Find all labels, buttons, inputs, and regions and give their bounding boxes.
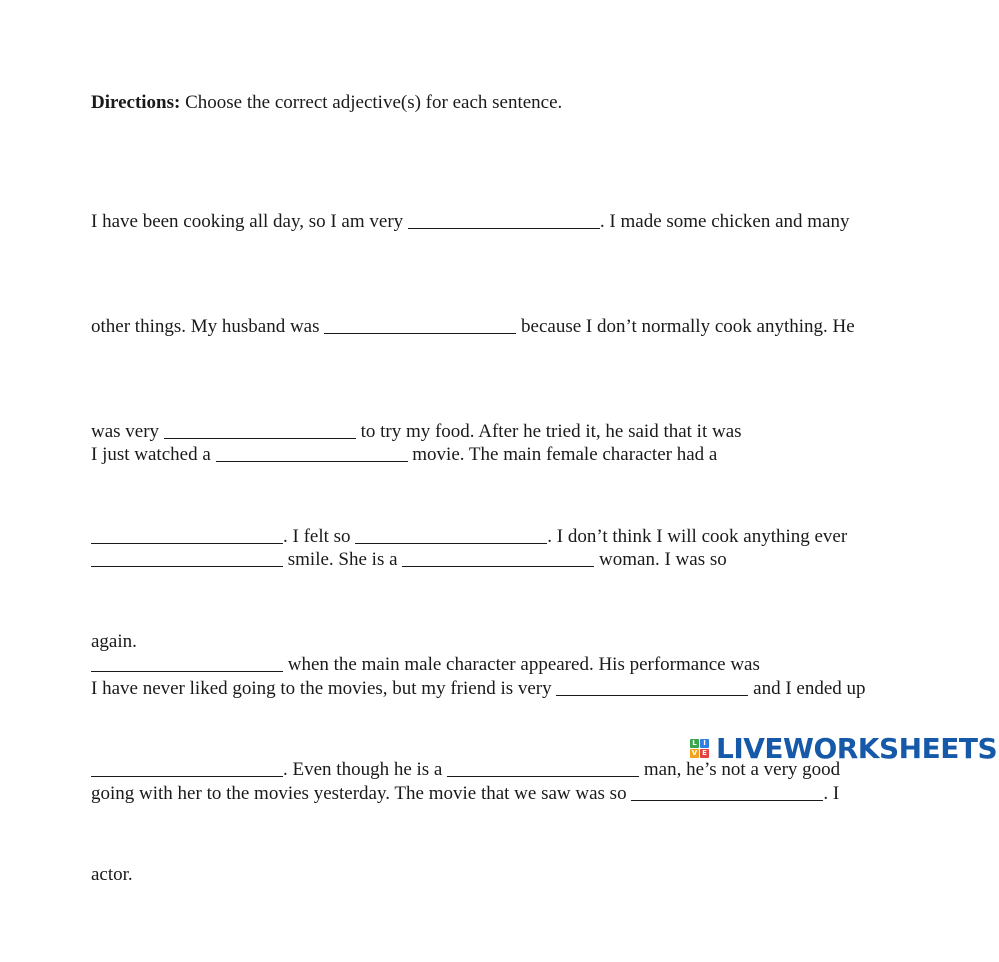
liveworksheets-logo-icon bbox=[690, 737, 712, 761]
text-segment: . I felt so bbox=[283, 526, 356, 547]
blank-answer-input[interactable] bbox=[402, 547, 594, 567]
logo-square-e: E bbox=[700, 749, 709, 758]
blank-answer-input[interactable] bbox=[631, 781, 823, 801]
blank-answer-input[interactable] bbox=[216, 442, 408, 462]
text-segment: I have never liked going to the movies, but my friend is very bbox=[91, 678, 557, 699]
directions-text: Choose the correct adjective(s) for each sentence. bbox=[180, 92, 563, 113]
text-segment: . I don’t think I will cook anything ever bbox=[547, 526, 848, 547]
text-segment: I have been cooking all day, so I am very bbox=[91, 211, 408, 232]
text-segment: other things. My husband was bbox=[91, 316, 325, 337]
blank-answer-input[interactable] bbox=[324, 314, 516, 334]
text-segment: woman. I was so bbox=[594, 549, 727, 570]
text-segment: . Even though he is a bbox=[283, 759, 448, 780]
text-segment: because I don’t normally cook anything. He bbox=[516, 316, 855, 337]
logo-square-v: V bbox=[691, 749, 698, 757]
text-line bbox=[91, 776, 921, 811]
logo-square-l: L bbox=[690, 739, 699, 748]
directions bbox=[91, 88, 921, 118]
text-segment: was very bbox=[91, 421, 164, 442]
blank-answer-input[interactable] bbox=[408, 209, 600, 229]
text-segment: . I made some chicken and many bbox=[599, 211, 850, 232]
text-line bbox=[91, 671, 921, 706]
text-segment: smile. She is a bbox=[283, 549, 403, 570]
logo-wordmark: LIVEWORKSHEETS bbox=[716, 732, 998, 765]
text-segment: when the main male character appeared. His performance was bbox=[283, 654, 760, 675]
text-segment: and I ended up bbox=[748, 678, 866, 699]
text-segment: to try my food. After he tried it, he said that it was bbox=[355, 421, 742, 442]
text-segment: . I bbox=[823, 783, 840, 804]
text-segment: man, he’s not a very good bbox=[639, 759, 841, 780]
text-line bbox=[91, 309, 921, 344]
text-segment: I just watched a bbox=[91, 444, 216, 465]
text-segment: actor. bbox=[91, 864, 133, 885]
liveworksheets-logo bbox=[690, 733, 997, 765]
text-segment: going with her to the movies yesterday. The movie that we saw was so bbox=[91, 783, 632, 804]
text-line bbox=[91, 542, 921, 577]
logo-square-i: I bbox=[700, 739, 709, 748]
text-line bbox=[91, 437, 921, 472]
text-line bbox=[91, 204, 921, 239]
text-segment: movie. The main female character had a bbox=[407, 444, 718, 465]
blank-answer-input[interactable] bbox=[556, 676, 748, 696]
text-segment: again. bbox=[91, 631, 137, 652]
directions-label: Directions: bbox=[91, 92, 181, 113]
blank-answer-input[interactable] bbox=[91, 547, 283, 567]
